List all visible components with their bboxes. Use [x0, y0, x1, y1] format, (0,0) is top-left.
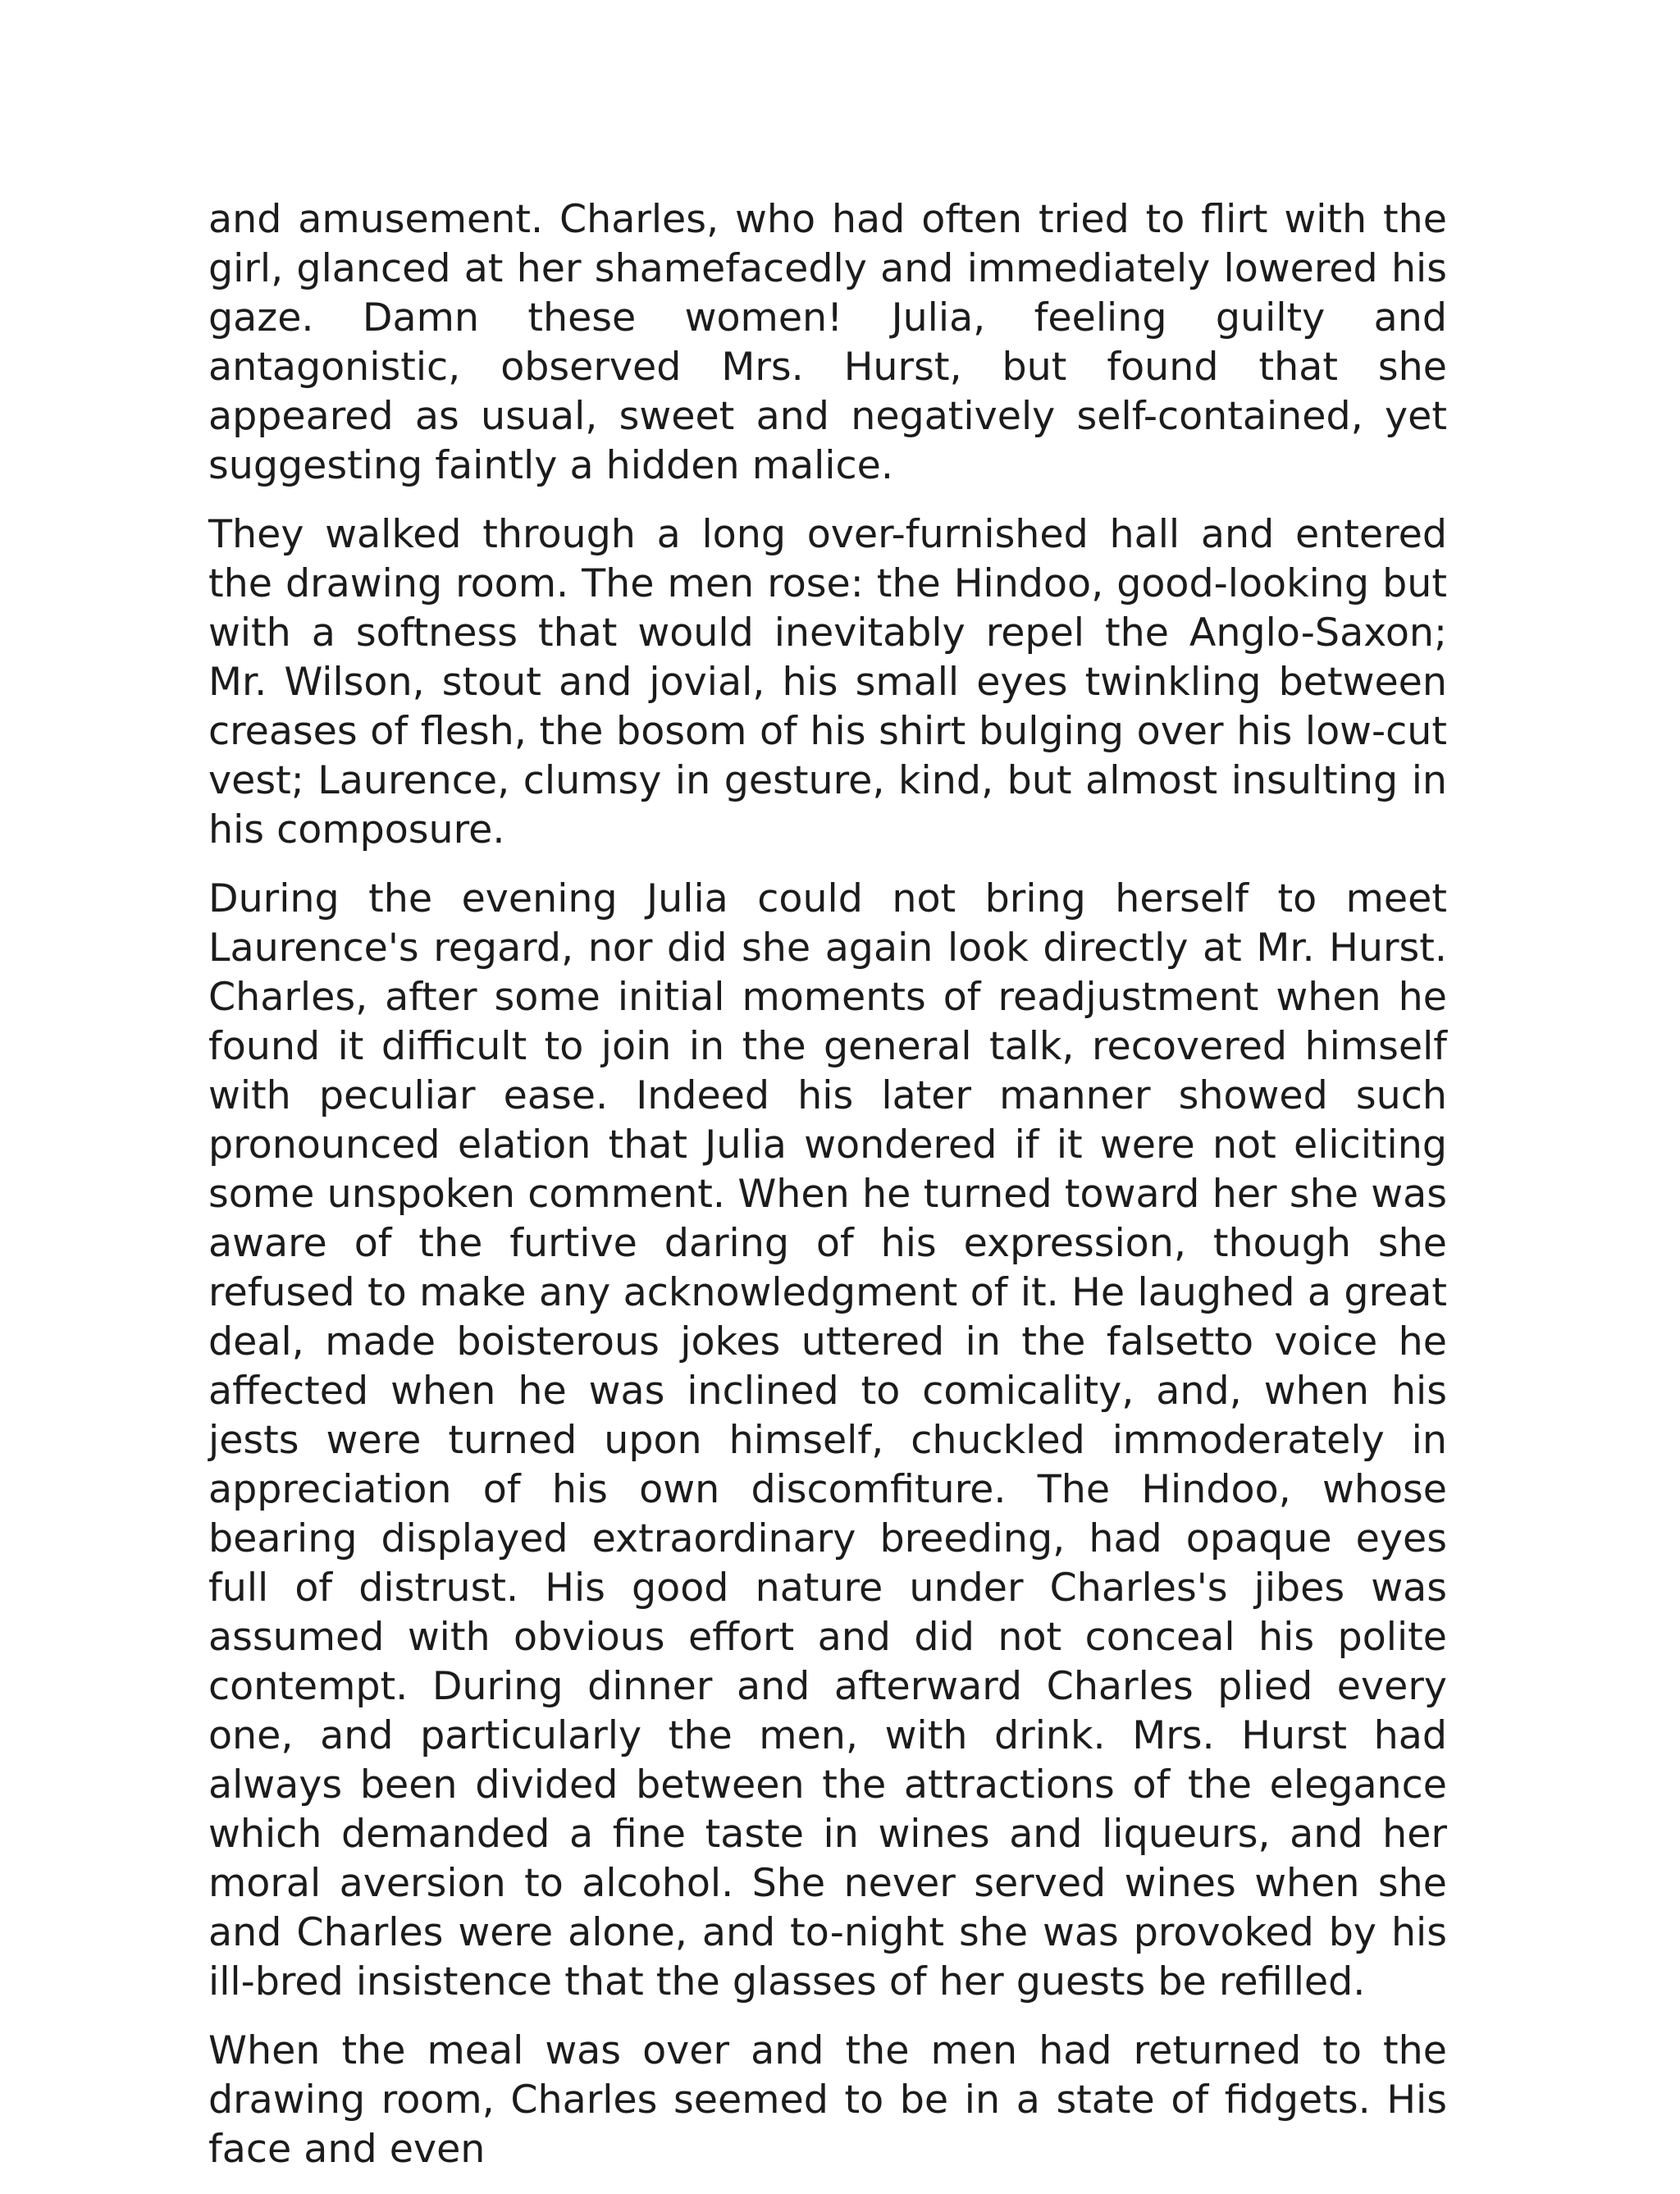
document-page	[208, 195, 1447, 2194]
paragraph-1: and amusement. Charles, who had often tried to flirt with the girl, glanced at her shamefacedly and immediately lowered his gaze. Damn these women! Julia, feeling guilty and antagonistic, observed Mrs. Hurst, but found that she appeared as usual, sweet and negatively self-contained, yet suggesting faintly a hidden malice.	[208, 197, 1447, 488]
paragraph-3: During the evening Julia could not bring herself to meet Laurence's regard, nor did she again look directly at Mr. Hurst. Charles, after some initial moments of readjustment when he found it difficult to join in the general talk, recovered himself with peculiar ease. Indeed his later manner showed such pronounced elation that Julia wondered if it were not eliciting some unspoken comment. When he turned toward her she was aware of the furtive daring of his expression, though she refused to make any acknowledgment of it. He laughed a great deal, made boisterous jokes uttered in the falsetto voice he affected when he was inclined to comicality, and, when his jests were turned upon himself, chuckled immoderately in appreciation of his own discomfiture. The Hindoo, whose bearing displayed extraordinary breeding, had opaque eyes full of distrust. His good nature under Charles's jibes was assumed with obvious effort and did not conceal his polite contempt. During dinner and afterward Charles plied every one, and particularly the men, with drink. Mrs. Hurst had always been divided between the attractions of the elegance which demanded a fine taste in wines and liqueurs, and her moral aversion to alcohol. She never served wines when she and Charles were alone, and to-night she was provoked by his ill-bred insistence that the glasses of her guests be refilled.	[208, 876, 1447, 2004]
paragraph-2: They walked through a long over-furnished hall and entered the drawing room. The men rose: the Hindoo, good-looking but with a softness that would inevitably repel the Anglo-Saxon; Mr. Wilson, stout and jovial, his small eyes twinkling between creases of flesh, the bosom of his shirt bulging over his low-cut vest; Laurence, clumsy in gesture, kind, but almost insulting in his composure.	[208, 512, 1447, 852]
paragraph-4: When the meal was over and the men had returned to the drawing room, Charles seemed to be in a state of fidgets. His face and even	[208, 2028, 1447, 2172]
